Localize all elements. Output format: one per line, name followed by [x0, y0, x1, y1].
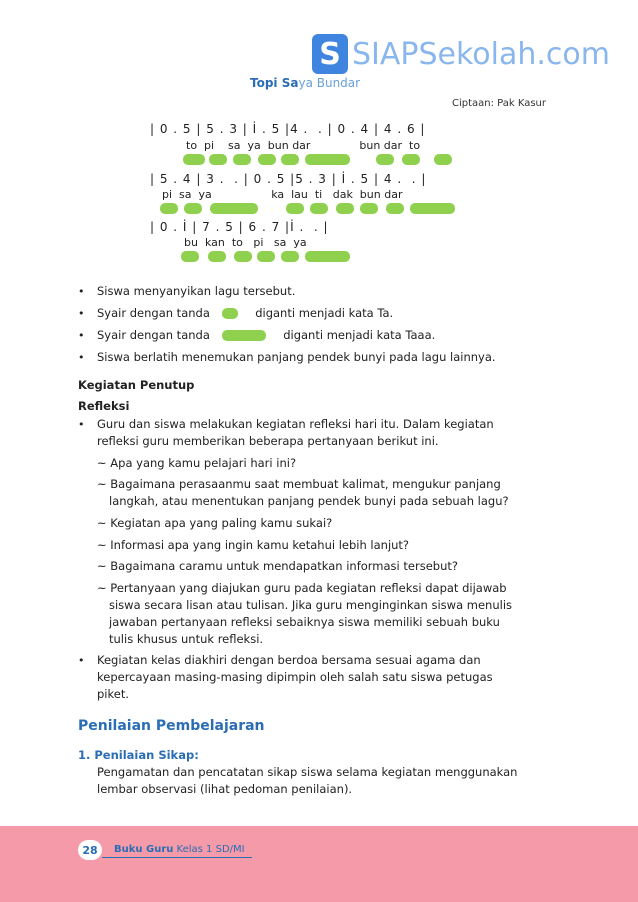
- bullet-text: Siswa berlatih menemukan panjang pendek bunyi pada lagu lainnya.: [97, 350, 496, 364]
- footer-book-title: [114, 844, 245, 855]
- short-note-mark: [402, 154, 420, 165]
- song-title-part-b: ya Bundar: [298, 76, 361, 90]
- paragraph-line: Guru dan siswa melakukan kegiatan refleksi hari itu. Dalam kegiatan: [97, 417, 494, 431]
- watermark-text: SIAPSekolah.com: [352, 36, 611, 72]
- lyrics-line-2: pi sa ya ka lau ti dak bun dar: [162, 188, 403, 201]
- bullet-text-a: Syair dengan tanda: [97, 306, 210, 320]
- question-line: jawaban pertanyaan refleksi sebaiknya siswa memiliki sebuah buku: [109, 615, 500, 629]
- short-note-mark: [281, 251, 299, 262]
- short-note-mark: [434, 154, 452, 165]
- lyrics-line-1: to pi sa ya bun dar bun dar to: [186, 139, 421, 152]
- short-note-mark: [233, 154, 251, 165]
- paragraph-line: refleksi guru memberikan beberapa pertanyaan berikut ini.: [97, 434, 439, 448]
- notation-line-1: | 0 . 5 | 5 . 3 | İ . 5 |4 . . | 0 . 4 | 4 . 6 |: [150, 122, 426, 136]
- footer-book-rest: Kelas 1 SD/MI: [173, 844, 245, 855]
- bullet-text-a: Syair dengan tanda: [97, 328, 210, 342]
- song-composer: Ciptaan: Pak Kasur: [451, 98, 546, 109]
- bullet-text: [97, 305, 393, 322]
- long-note-mark: [305, 154, 350, 165]
- paragraph-line: kepercayaan masing-masing dipimpin oleh salah satu siswa petugas: [97, 670, 493, 684]
- question-line: langkah, atau menentukan panjang pendek bunyi pada sebuah lagu?: [109, 494, 509, 508]
- bullet-dot: •: [78, 285, 85, 298]
- question-line: ~ Apa yang kamu pelajari hari ini?: [97, 456, 297, 470]
- paragraph-line: piket.: [97, 687, 129, 701]
- watermark-logo-icon: S: [312, 34, 348, 74]
- short-note-mark: [258, 154, 276, 165]
- question-line: siswa secara lisan atau tulisan. Jika guru menginginkan siswa menulis: [109, 598, 513, 612]
- section-heading-penilaian: Penilaian Pembelajaran: [78, 718, 265, 734]
- song-title: [250, 76, 360, 90]
- question-line: ~ Pertanyaan yang diajukan guru pada kegiatan refleksi dapat dijawab: [97, 581, 507, 595]
- bullet-text: Siswa menyanyikan lagu tersebut.: [97, 284, 296, 298]
- question-line: ~ Bagaimana perasaanmu saat membuat kalimat, mengukur panjang: [97, 477, 501, 491]
- question-line: tulis khusus untuk refleksi.: [109, 632, 264, 646]
- short-note-mark: [310, 203, 328, 214]
- subsection-heading: Refleksi: [78, 399, 130, 413]
- siapsekolah-watermark: [312, 32, 610, 76]
- long-note-mark: [305, 251, 350, 262]
- short-note-mark: [209, 154, 227, 165]
- long-note-mark: [222, 330, 266, 341]
- bullet-dot: •: [78, 329, 85, 342]
- short-note-mark: [281, 154, 299, 165]
- short-note-mark: [286, 203, 304, 214]
- long-note-mark: [210, 203, 258, 214]
- short-note-mark: [181, 251, 199, 262]
- penilaian-sikap-title: 1. Penilaian Sikap:: [78, 748, 199, 762]
- bullet-text: [97, 327, 435, 344]
- section-heading: Kegiatan Penutup: [78, 378, 195, 392]
- short-note-mark: [183, 154, 205, 165]
- short-note-mark: [386, 203, 404, 214]
- paragraph-line: Pengamatan dan pencatatan sikap siswa selama kegiatan menggunakan: [97, 765, 518, 779]
- page-footer: [0, 826, 638, 902]
- bullet-dot: •: [78, 654, 85, 667]
- short-note-mark: [257, 251, 275, 262]
- paragraph-line: lembar observasi (lihat pedoman penilaian).: [97, 782, 353, 796]
- footer-underline: [102, 857, 252, 858]
- song-title-part-a: Topi Sa: [250, 76, 299, 90]
- short-note-mark: [234, 251, 252, 262]
- short-note-mark: [360, 203, 378, 214]
- short-note-mark: [208, 251, 226, 262]
- long-note-mark: [410, 203, 455, 214]
- bullet-text-b: diganti menjadi kata Taaa.: [283, 328, 436, 342]
- question-line: ~ Kegiatan apa yang paling kamu sukai?: [97, 516, 333, 530]
- footer-book-bold: Buku Guru: [114, 844, 174, 855]
- short-note-mark: [376, 154, 394, 165]
- notation-line-2: | 5 . 4 | 3 . . | 0 . 5 |5 . 3 | İ . 5 | 4 . . |: [150, 172, 427, 186]
- bullet-dot: •: [78, 418, 85, 431]
- question-line: ~ Bagaimana caramu untuk mendapatkan informasi tersebut?: [97, 559, 458, 573]
- paragraph-line: Kegiatan kelas diakhiri dengan berdoa bersama sesuai agama dan: [97, 653, 481, 667]
- notation-line-3: | 0 . İ | 7 . 5 | 6 . 7 |İ . . |: [150, 220, 329, 234]
- short-note-mark: [222, 308, 238, 319]
- bullet-dot: •: [78, 307, 85, 320]
- short-note-mark: [336, 203, 354, 214]
- bullet-text-b: diganti menjadi kata Ta.: [255, 306, 394, 320]
- short-note-mark: [160, 203, 178, 214]
- lyrics-line-3: bu kan to pi sa ya: [184, 236, 307, 249]
- question-line: ~ Informasi apa yang ingin kamu ketahui lebih lanjut?: [97, 538, 410, 552]
- short-note-mark: [184, 203, 202, 214]
- bullet-dot: •: [78, 351, 85, 364]
- page-number: 28: [78, 840, 102, 860]
